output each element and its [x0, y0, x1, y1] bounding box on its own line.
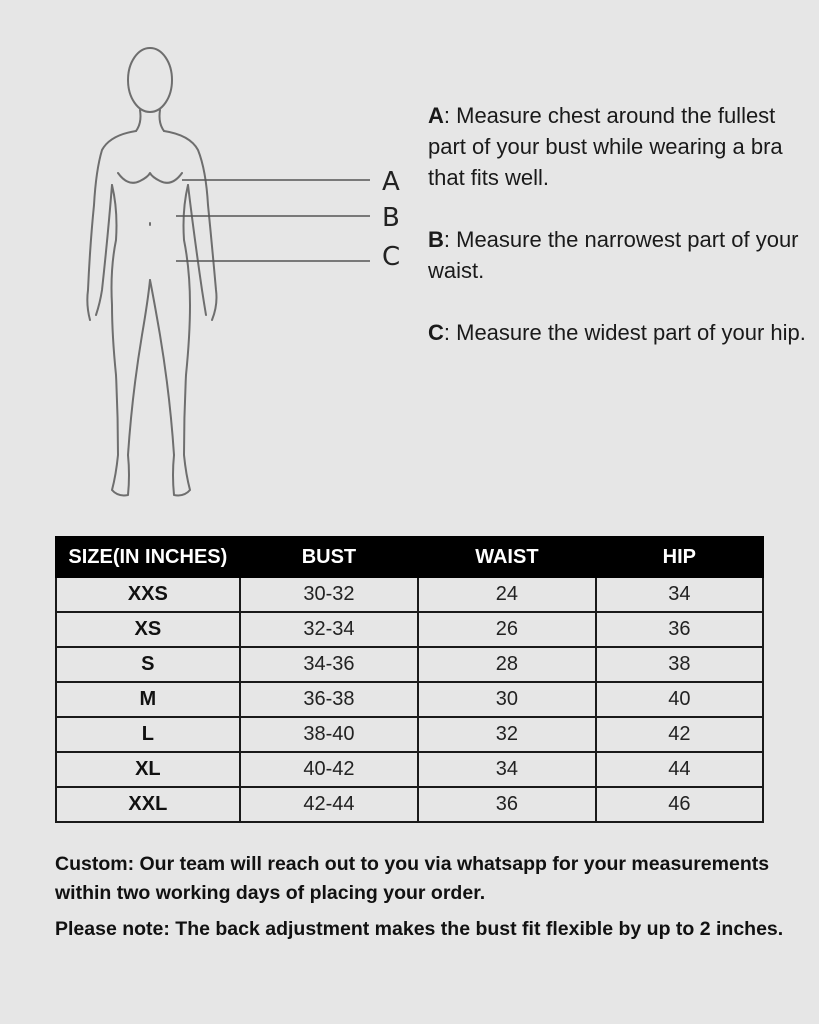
hip-cell: 46: [596, 787, 763, 822]
waist-cell: 28: [418, 647, 596, 682]
waist-cell: 24: [418, 577, 596, 612]
size-cell: XL: [56, 752, 240, 787]
bust-cell: 36-38: [240, 682, 418, 717]
hip-cell: 40: [596, 682, 763, 717]
instruction-c-key: C: [428, 320, 444, 345]
body-outline-illustration: [60, 35, 420, 515]
custom-note: Custom: Our team will reach out to you via whatsapp for your measurements within two working days of placing your order.: [55, 853, 770, 904]
table-row: [56, 752, 763, 787]
marker-a: A: [382, 167, 400, 197]
size-chart-table: [55, 536, 764, 823]
bust-cell: 38-40: [240, 717, 418, 752]
body-measurement-diagram: [60, 35, 420, 515]
bust-cell: 42-44: [240, 787, 418, 822]
waist-cell: 26: [418, 612, 596, 647]
marker-c: C: [382, 242, 401, 272]
bust-cell: 32-34: [240, 612, 418, 647]
hip-cell: 36: [596, 612, 763, 647]
size-cell: S: [56, 647, 240, 682]
header-bust: BUST: [240, 537, 418, 577]
waist-cell: 34: [418, 752, 596, 787]
bust-cell: 34-36: [240, 647, 418, 682]
waist-cell: 30: [418, 682, 596, 717]
table-header-row: [56, 537, 763, 577]
hip-cell: 42: [596, 717, 763, 752]
marker-b: B: [382, 203, 400, 233]
table-row: [56, 682, 763, 717]
instruction-c-text: : Measure the widest part of your hip.: [443, 320, 806, 345]
instruction-b-text: : Measure the narrowest part of your waist.: [428, 227, 799, 283]
instruction-a-text: : Measure chest around the fullest part of your bust while wearing a bra that fits well.: [428, 103, 783, 190]
hip-cell: 38: [596, 647, 763, 682]
size-cell: XXL: [56, 787, 240, 822]
instruction-b: [428, 224, 808, 286]
instruction-a: [428, 100, 808, 193]
instruction-c: [428, 317, 808, 348]
hip-cell: 34: [596, 577, 763, 612]
table-row: [56, 717, 763, 752]
waist-cell: 36: [418, 787, 596, 822]
table-row: [56, 787, 763, 822]
waist-cell: 32: [418, 717, 596, 752]
header-hip: HIP: [596, 537, 763, 577]
size-cell: XS: [56, 612, 240, 647]
table-row: [56, 577, 763, 612]
bust-cell: 40-42: [240, 752, 418, 787]
bust-adjustment-note: Please note: The back adjustment makes the bust fit flexible by up to 2 inches.: [55, 918, 784, 940]
size-cell: M: [56, 682, 240, 717]
size-cell: XXS: [56, 577, 240, 612]
bust-cell: 30-32: [240, 577, 418, 612]
instruction-a-key: A: [428, 103, 444, 128]
header-waist: WAIST: [418, 537, 596, 577]
hip-cell: 44: [596, 752, 763, 787]
table-row: [56, 647, 763, 682]
table-row: [56, 612, 763, 647]
measurement-instructions: [428, 100, 808, 379]
order-notes: [55, 850, 785, 951]
instruction-b-key: B: [428, 227, 444, 252]
size-cell: L: [56, 717, 240, 752]
header-size: SIZE(IN INCHES): [56, 537, 240, 577]
